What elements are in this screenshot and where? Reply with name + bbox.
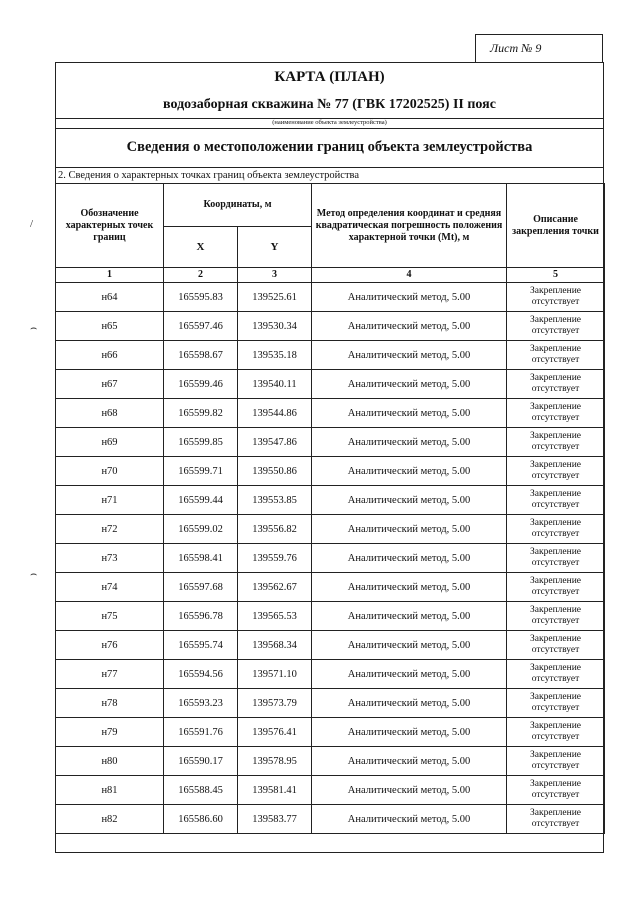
description-cell <box>507 457 605 486</box>
x-cell: 165595.74 <box>164 631 238 660</box>
margin-mark: / <box>30 218 34 230</box>
method-cell: Аналитический метод, 5.00 <box>312 573 507 602</box>
table-row <box>56 747 605 776</box>
description-line: отсутствует <box>531 732 580 742</box>
x-cell: 165599.02 <box>164 515 238 544</box>
table-row <box>56 631 605 660</box>
x-cell: 165597.46 <box>164 312 238 341</box>
column-number: 5 <box>507 268 605 283</box>
method-cell: Аналитический метод, 5.00 <box>312 805 507 834</box>
x-cell: 165599.71 <box>164 457 238 486</box>
description-line: Закрепление <box>530 605 581 615</box>
description-line: отсутствует <box>531 790 580 800</box>
y-cell: 139559.76 <box>238 544 312 573</box>
description-cell <box>507 573 605 602</box>
description-line: отсутствует <box>531 703 580 713</box>
description-line: отсутствует <box>531 674 580 684</box>
table-row <box>56 515 605 544</box>
description-line: отсутствует <box>531 471 580 481</box>
point-name-cell: н69 <box>56 428 164 457</box>
table-caption: 2. Сведения о характерных точках границ объекта землеустройства <box>58 170 360 181</box>
point-name-cell: н71 <box>56 486 164 515</box>
table-row <box>56 283 605 312</box>
description-cell <box>507 602 605 631</box>
point-name-cell: н75 <box>56 602 164 631</box>
description-cell <box>507 631 605 660</box>
y-cell: 139544.86 <box>238 399 312 428</box>
description-cell <box>507 544 605 573</box>
header-point-name: Обозначение характерных точек границ <box>56 184 164 268</box>
description-line: Закрепление <box>530 547 581 557</box>
point-name-cell: н73 <box>56 544 164 573</box>
method-cell: Аналитический метод, 5.00 <box>312 486 507 515</box>
object-name: водозаборная скважина № 77 (ГВК 17202525) II пояс <box>163 97 496 112</box>
description-cell <box>507 428 605 457</box>
x-cell: 165594.56 <box>164 660 238 689</box>
coordinates-table <box>55 183 605 834</box>
method-cell: Аналитический метод, 5.00 <box>312 660 507 689</box>
description-line: Закрепление <box>530 576 581 586</box>
x-cell: 165599.82 <box>164 399 238 428</box>
x-cell: 165591.76 <box>164 718 238 747</box>
description-line: отсутствует <box>531 819 580 829</box>
method-cell: Аналитический метод, 5.00 <box>312 283 507 312</box>
x-cell: 165598.67 <box>164 341 238 370</box>
y-cell: 139581.41 <box>238 776 312 805</box>
x-cell: 165593.23 <box>164 689 238 718</box>
x-cell: 165599.85 <box>164 428 238 457</box>
method-cell: Аналитический метод, 5.00 <box>312 515 507 544</box>
description-line: Закрепление <box>530 344 581 354</box>
description-line: отсутствует <box>531 645 580 655</box>
point-name-cell: н64 <box>56 283 164 312</box>
x-cell: 165597.68 <box>164 573 238 602</box>
section-title: Сведения о местоположении границ объекта землеустройства <box>126 139 533 155</box>
description-line: отсутствует <box>531 297 580 307</box>
description-line: Закрепление <box>530 460 581 470</box>
point-name-cell: н80 <box>56 747 164 776</box>
y-cell: 139540.11 <box>238 370 312 399</box>
document-title: КАРТА (ПЛАН) <box>274 69 385 85</box>
table-row <box>56 428 605 457</box>
header-coordinates: Координаты, м <box>164 184 312 227</box>
description-line: отсутствует <box>531 355 580 365</box>
object-name-caption: (наименование объекта землеустройства) <box>272 119 387 126</box>
divider <box>56 167 603 168</box>
header-description: Описание закрепления точки <box>507 184 605 268</box>
x-cell: 165599.44 <box>164 486 238 515</box>
y-cell: 139550.86 <box>238 457 312 486</box>
y-cell: 139568.34 <box>238 631 312 660</box>
column-number: 1 <box>56 268 164 283</box>
method-cell: Аналитический метод, 5.00 <box>312 428 507 457</box>
description-cell <box>507 515 605 544</box>
point-name-cell: н78 <box>56 689 164 718</box>
method-cell: Аналитический метод, 5.00 <box>312 341 507 370</box>
point-name-cell: н77 <box>56 660 164 689</box>
point-name-cell: н66 <box>56 341 164 370</box>
description-line: Закрепление <box>530 518 581 528</box>
margin-mark: ⌢ <box>30 568 38 580</box>
table-row <box>56 718 605 747</box>
description-cell <box>507 718 605 747</box>
description-line: Закрепление <box>530 315 581 325</box>
y-cell: 139556.82 <box>238 515 312 544</box>
table-row <box>56 805 605 834</box>
table-row <box>56 573 605 602</box>
method-cell: Аналитический метод, 5.00 <box>312 747 507 776</box>
description-line: отсутствует <box>531 326 580 336</box>
x-cell: 165598.41 <box>164 544 238 573</box>
header-x: X <box>164 227 238 268</box>
method-cell: Аналитический метод, 5.00 <box>312 776 507 805</box>
point-name-cell: н68 <box>56 399 164 428</box>
description-line: Закрепление <box>530 721 581 731</box>
sheet-number-label: Лист № 9 <box>475 34 603 62</box>
table-row <box>56 689 605 718</box>
y-cell: 139525.61 <box>238 283 312 312</box>
description-line: отсутствует <box>531 616 580 626</box>
point-name-cell: н65 <box>56 312 164 341</box>
description-line: Закрепление <box>530 692 581 702</box>
method-cell: Аналитический метод, 5.00 <box>312 718 507 747</box>
divider <box>56 128 603 129</box>
column-number: 4 <box>312 268 507 283</box>
table-row <box>56 341 605 370</box>
description-cell <box>507 776 605 805</box>
point-name-cell: н82 <box>56 805 164 834</box>
table-row <box>56 602 605 631</box>
column-number: 3 <box>238 268 312 283</box>
description-line: отсутствует <box>531 761 580 771</box>
table-row <box>56 312 605 341</box>
column-number: 2 <box>164 268 238 283</box>
description-line: отсутствует <box>531 558 580 568</box>
description-line: Закрепление <box>530 373 581 383</box>
description-cell <box>507 747 605 776</box>
y-cell: 139553.85 <box>238 486 312 515</box>
description-line: Закрепление <box>530 489 581 499</box>
table-row <box>56 660 605 689</box>
description-line: Закрепление <box>530 750 581 760</box>
y-cell: 139576.41 <box>238 718 312 747</box>
header-y: Y <box>238 227 312 268</box>
table-row <box>56 486 605 515</box>
description-cell <box>507 341 605 370</box>
description-line: Закрепление <box>530 663 581 673</box>
point-name-cell: н74 <box>56 573 164 602</box>
point-name-cell: н76 <box>56 631 164 660</box>
method-cell: Аналитический метод, 5.00 <box>312 457 507 486</box>
point-name-cell: н81 <box>56 776 164 805</box>
y-cell: 139578.95 <box>238 747 312 776</box>
header-method: Метод определения координат и средняя квадратическая погрешность положения характерной точки (Mt), м <box>312 184 507 268</box>
x-cell: 165586.60 <box>164 805 238 834</box>
table-row <box>56 399 605 428</box>
description-line: Закрепление <box>530 779 581 789</box>
description-line: Закрепление <box>530 402 581 412</box>
table-row <box>56 776 605 805</box>
description-line: Закрепление <box>530 808 581 818</box>
method-cell: Аналитический метод, 5.00 <box>312 544 507 573</box>
method-cell: Аналитический метод, 5.00 <box>312 370 507 399</box>
method-cell: Аналитический метод, 5.00 <box>312 602 507 631</box>
y-cell: 139565.53 <box>238 602 312 631</box>
table-row <box>56 457 605 486</box>
y-cell: 139535.18 <box>238 341 312 370</box>
point-name-cell: н70 <box>56 457 164 486</box>
x-cell: 165588.45 <box>164 776 238 805</box>
table-row <box>56 370 605 399</box>
method-cell: Аналитический метод, 5.00 <box>312 312 507 341</box>
x-cell: 165590.17 <box>164 747 238 776</box>
description-line: отсутствует <box>531 384 580 394</box>
description-cell <box>507 660 605 689</box>
description-cell <box>507 399 605 428</box>
description-line: Закрепление <box>530 431 581 441</box>
y-cell: 139547.86 <box>238 428 312 457</box>
y-cell: 139573.79 <box>238 689 312 718</box>
margin-mark: ⌢ <box>30 322 38 334</box>
method-cell: Аналитический метод, 5.00 <box>312 689 507 718</box>
x-cell: 165599.46 <box>164 370 238 399</box>
description-cell <box>507 805 605 834</box>
description-line: Закрепление <box>530 286 581 296</box>
y-cell: 139562.67 <box>238 573 312 602</box>
description-cell <box>507 689 605 718</box>
method-cell: Аналитический метод, 5.00 <box>312 399 507 428</box>
point-name-cell: н67 <box>56 370 164 399</box>
description-line: отсутствует <box>531 413 580 423</box>
description-line: Закрепление <box>530 634 581 644</box>
table-row <box>56 544 605 573</box>
x-cell: 165595.83 <box>164 283 238 312</box>
description-cell <box>507 486 605 515</box>
y-cell: 139571.10 <box>238 660 312 689</box>
y-cell: 139530.34 <box>238 312 312 341</box>
description-line: отсутствует <box>531 500 580 510</box>
x-cell: 165596.78 <box>164 602 238 631</box>
description-line: отсутствует <box>531 529 580 539</box>
y-cell: 139583.77 <box>238 805 312 834</box>
table-body <box>56 283 605 834</box>
method-cell: Аналитический метод, 5.00 <box>312 631 507 660</box>
description-cell <box>507 283 605 312</box>
description-cell <box>507 370 605 399</box>
description-cell <box>507 312 605 341</box>
document-frame <box>55 62 604 853</box>
point-name-cell: н79 <box>56 718 164 747</box>
description-line: отсутствует <box>531 442 580 452</box>
description-line: отсутствует <box>531 587 580 597</box>
point-name-cell: н72 <box>56 515 164 544</box>
